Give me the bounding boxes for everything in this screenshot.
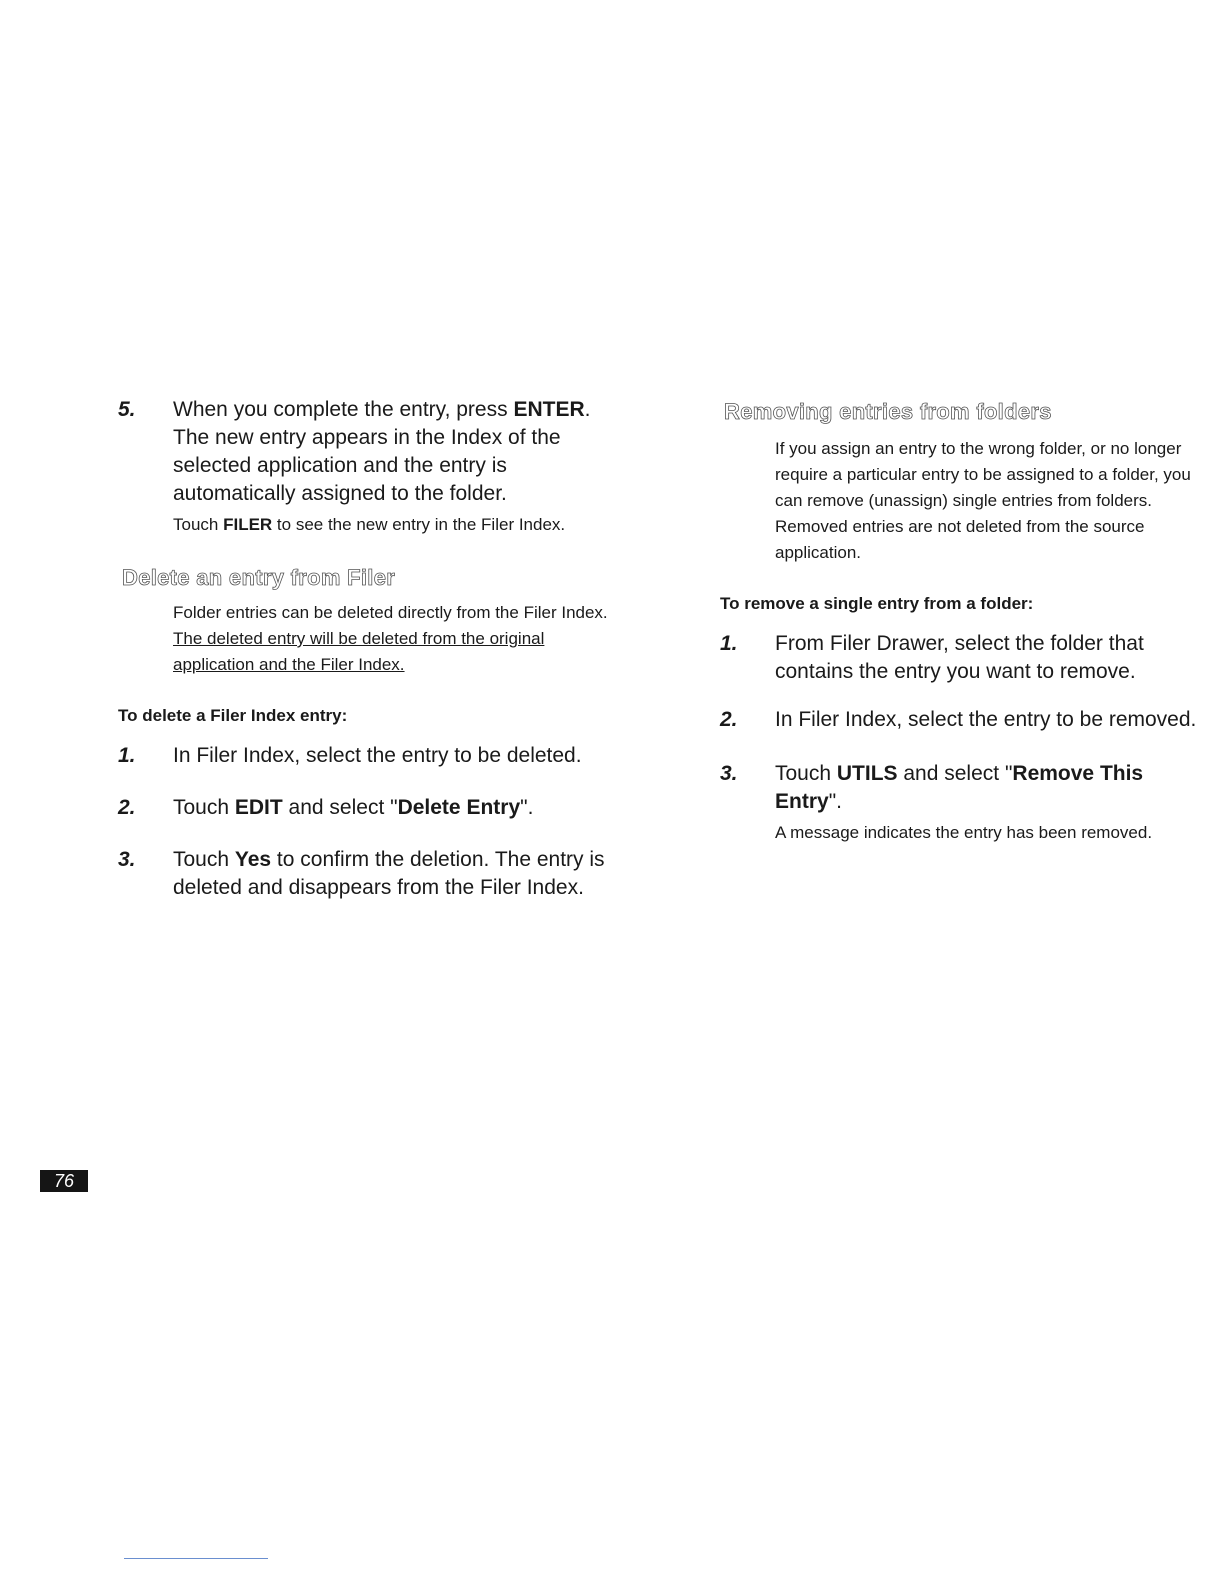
remove-step-3 xyxy=(720,760,1210,846)
step-text: In Filer Index, select the entry to be deleted. xyxy=(173,744,582,767)
section-intro: If you assign an entry to the wrong folder, or no longer require a particular entry to be assigned to a folder, you can remove (unassign) single entries from folders. Removed entries are not deleted from the source application. xyxy=(775,439,1191,562)
enter-key-label: ENTER xyxy=(513,398,585,421)
step-text xyxy=(173,846,618,902)
step-text-part: Touch xyxy=(173,796,235,819)
step-number: 1. xyxy=(118,744,136,767)
section-intro xyxy=(118,600,618,678)
remove-step-2 xyxy=(720,706,1210,734)
bottom-rule xyxy=(124,1558,268,1559)
section-heading-delete: Delete an entry from Filer xyxy=(122,565,396,590)
step-number: 2. xyxy=(118,796,136,819)
step-text-part: . The new entry appears in the Index of the selected application and the entry is automatically assigned to the folder. xyxy=(173,398,591,505)
step-text-part: to confirm the deletion. The entry is deleted and disappears from the Filer Index. xyxy=(173,848,605,899)
step-number: 3. xyxy=(118,848,136,871)
remove-this-entry-label: Remove This Entry xyxy=(775,762,1144,813)
remove-step-1 xyxy=(720,630,1210,686)
step-text: From Filer Drawer, select the folder that contains the entry you want to remove. xyxy=(775,632,1144,683)
step-note: A message indicates the entry has been removed. xyxy=(775,823,1153,842)
intro-text: Folder entries can be deleted directly from the Filer Index. xyxy=(173,603,608,622)
section-heading-remove: Removing entries from folders xyxy=(724,399,1052,424)
step-note xyxy=(173,512,618,538)
step-text-part: Touch xyxy=(173,848,235,871)
step-text xyxy=(173,794,618,822)
note-part: Touch xyxy=(173,515,224,534)
page-number: 76 xyxy=(40,1170,88,1192)
step-text-part: and select " xyxy=(897,762,1013,785)
right-column xyxy=(720,392,1210,846)
delete-step-3 xyxy=(118,846,618,902)
step-number: 3. xyxy=(720,762,738,785)
step-text-part: When you complete the entry, press xyxy=(173,398,514,421)
step-text xyxy=(173,396,618,508)
utils-key-label: UTILS xyxy=(836,762,898,785)
step-text: In Filer Index, select the entry to be removed. xyxy=(775,708,1197,731)
procedure-heading-delete: To delete a Filer Index entry: xyxy=(118,706,348,725)
step-number: 5. xyxy=(118,398,136,421)
edit-key-label: EDIT xyxy=(234,796,283,819)
procedure-heading-remove: To remove a single entry from a folder: xyxy=(720,594,1034,613)
step-text-part: and select " xyxy=(282,796,398,819)
yes-key-label: Yes xyxy=(234,848,272,871)
step-text xyxy=(775,760,1210,816)
delete-step-2 xyxy=(118,794,618,822)
step-text-part: ". xyxy=(828,790,842,813)
step-5 xyxy=(118,396,618,538)
step-number: 1. xyxy=(720,632,738,655)
filer-key-label: FILER xyxy=(223,515,273,534)
step-text-part: Touch xyxy=(775,762,837,785)
delete-step-1 xyxy=(118,742,618,770)
step-number: 2. xyxy=(720,708,738,731)
warning-text: The deleted entry will be deleted from the original application and the Filer Index. xyxy=(173,629,545,674)
note-part: to see the new entry in the Filer Index. xyxy=(272,515,566,534)
delete-entry-label: Delete Entry xyxy=(397,796,521,819)
step-text-part: ". xyxy=(520,796,534,819)
left-column xyxy=(118,392,618,902)
